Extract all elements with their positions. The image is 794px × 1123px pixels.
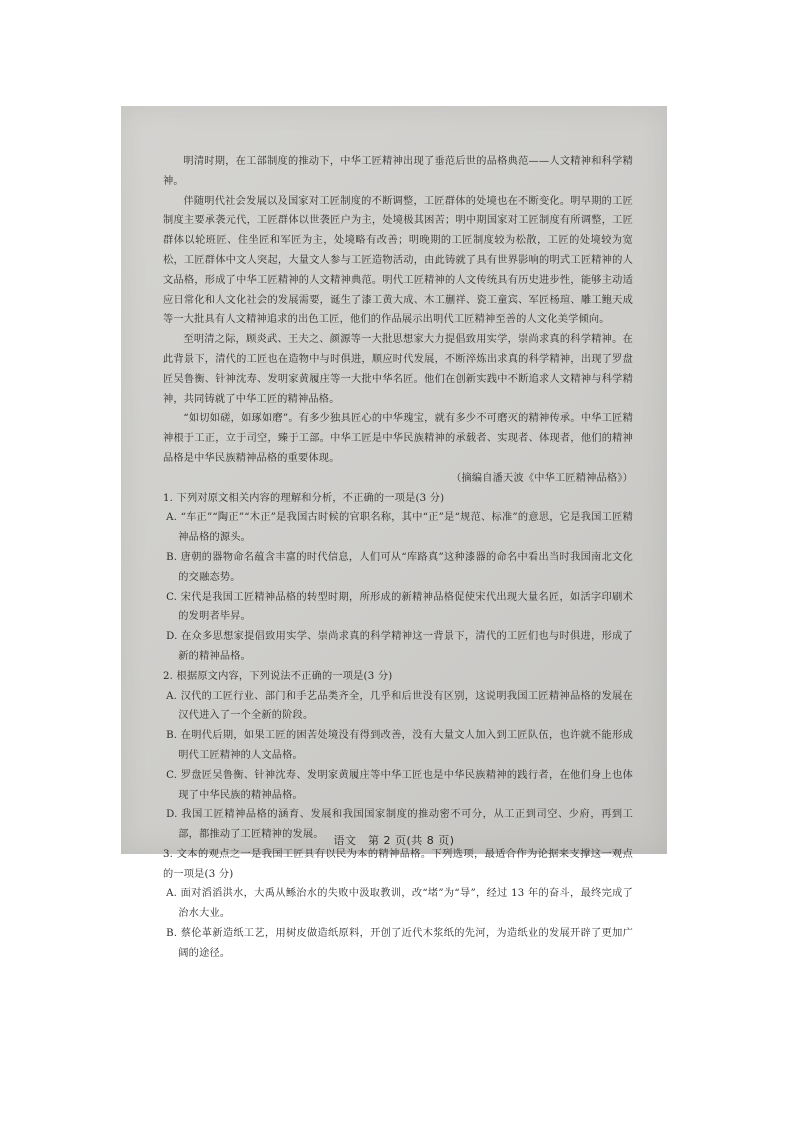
question-option: D. 在众多思想家提倡致用实学、崇尚求真的科学精神这一背景下，清代的工匠们也与时俱进，形成了新的精神品格。 [166,631,633,662]
passage-paragraph: “如切如磋，如琢如磨”。有多少独具匠心的中华瑰宝，就有多少不可磨灭的精神传承。中华工匠精神根于工正，立于司空，臻于工部。中华工匠是中华民族精神的承载者、实现者、体现者，他们的精神品格是中华民族精神品格的重要体现。 [163,413,633,464]
question-3 [163,845,633,964]
question-option: A. 面对滔滔洪水，大禹从鲧治水的失败中汲取教训，改“堵”为“导”，经过 13 年的奋斗，最终完成了治水大业。 [166,888,633,920]
passage-paragraph: 至明清之际，顾炎武、王夫之、颜源等一大批思想家大力提倡致用实学，崇尚求真的科学精神。在此背景下，清代的工匠也在造物中与时俱进，顺应时代发展，不断淬炼出求真的科学精神，出现了罗盘匠吴鲁衡、针神沈寿、发明家黄履庄等一大批中华名匠。他们在创新实践中不断追求人文精神与科学精神，共同铸就了中华工匠的精神品格。 [163,334,633,405]
question-option: A. “车正”“陶正”“木正”是我国古时候的官职名称，其中“正”是“规范、标准”的意思，它是我国工匠精神品格的源头。 [166,512,633,544]
question-2 [163,667,633,845]
question-stem: 1. 下列对原文相关内容的理解和分析，不正确的一项是(3 分) [163,492,445,504]
question-option: B. 在明代后期，如果工匠的困苦处境没有得到改善，没有大量文人加入到工匠队伍，也许就不能形成明代工匠精神的人文品格。 [166,730,633,761]
question-stem: 3. 文本的观点之一是我国工匠具有以民为本的精神品格。下列选项，最适合作为论据来支撑这一观点的一项是(3 分) [163,848,633,880]
question-option: C. 罗盘匠吴鲁衡、针神沈寿、发明家黄履庄等中华工匠也是中华民族精神的践行者，在他们身上也体现了中华民族的精神品格。 [166,769,633,801]
question-option: C. 宋代是我国工匠精神品格的转型时期，所形成的新精神品格促使宋代出现大量名匠，如活字印刷术的发明者毕昇。 [166,591,633,623]
page-footer: 语文 第 2 页(共 8 页) [333,834,455,847]
reading-passage [163,152,633,489]
scanned-page-photo [121,106,667,959]
question-option: B. 蔡伦革新造纸工艺，用树皮做造纸原料，开创了近代木浆纸的先河，为造纸业的发展开辟了更加广阔的途径。 [166,928,633,959]
passage-paragraph: 明清时期，在工部制度的推动下，中华工匠精神出现了垂范后世的品格典范——人文精神和科学精神。 [163,156,633,187]
question-stem: 2. 根据原文内容，下列说法不正确的一项是(3 分) [163,670,393,682]
question-option: B. 唐朝的器物命名蕴含丰富的时代信息，人们可从“库路真”这种漆器的命名中看出当时我国南北文化的交融态势。 [166,551,633,583]
passage-source: （摘编自潘天波《中华工匠精神品格》） [451,472,633,484]
question-option: A. 汉代的工匠行业、部门和手艺品类齐全，几乎和后世没有区别，这说明我国工匠精神品格的发展在汉代进入了一个全新的阶段。 [166,690,633,722]
question-option: D. 我国工匠精神品格的涵育、发展和我国国家制度的推动密不可分，从工正到司空、少府，再到工部，都推动了工匠精神的发展。 [166,809,633,841]
passage-paragraph: 伴随明代社会发展以及国家对工匠制度的不断调整，工匠群体的处境也在不断变化。明早期的工匠制度主要承袭元代，工匠群体以世袭匠户为主，处境极其困苦；明中期国家对工匠制度有所调整，工匠群体以轮班匠、住坐匠和军匠为主，处境略有改善；明晚期的工匠制度较为松散，工匠的处境较为宽松，工匠群体中文人突起，大量文人参与工匠造物活动，由此铸就了具有世界影响的明式工匠精神的人文品格，形成了中华工匠精神的人文精神典范。明代工匠精神的人文传统具有历史进步性，能够主动适应日常化和人文化社会的发展需要，诞生了漆工黄大成、木工蒯祥、瓷工童宾、军匠杨瑄、雕工鲍天成等一大批具有人文精神追求的出色工匠，他们的作品展示出明代工匠精神至善的人文化美学倾向。 [163,195,633,326]
question-1 [163,489,633,667]
